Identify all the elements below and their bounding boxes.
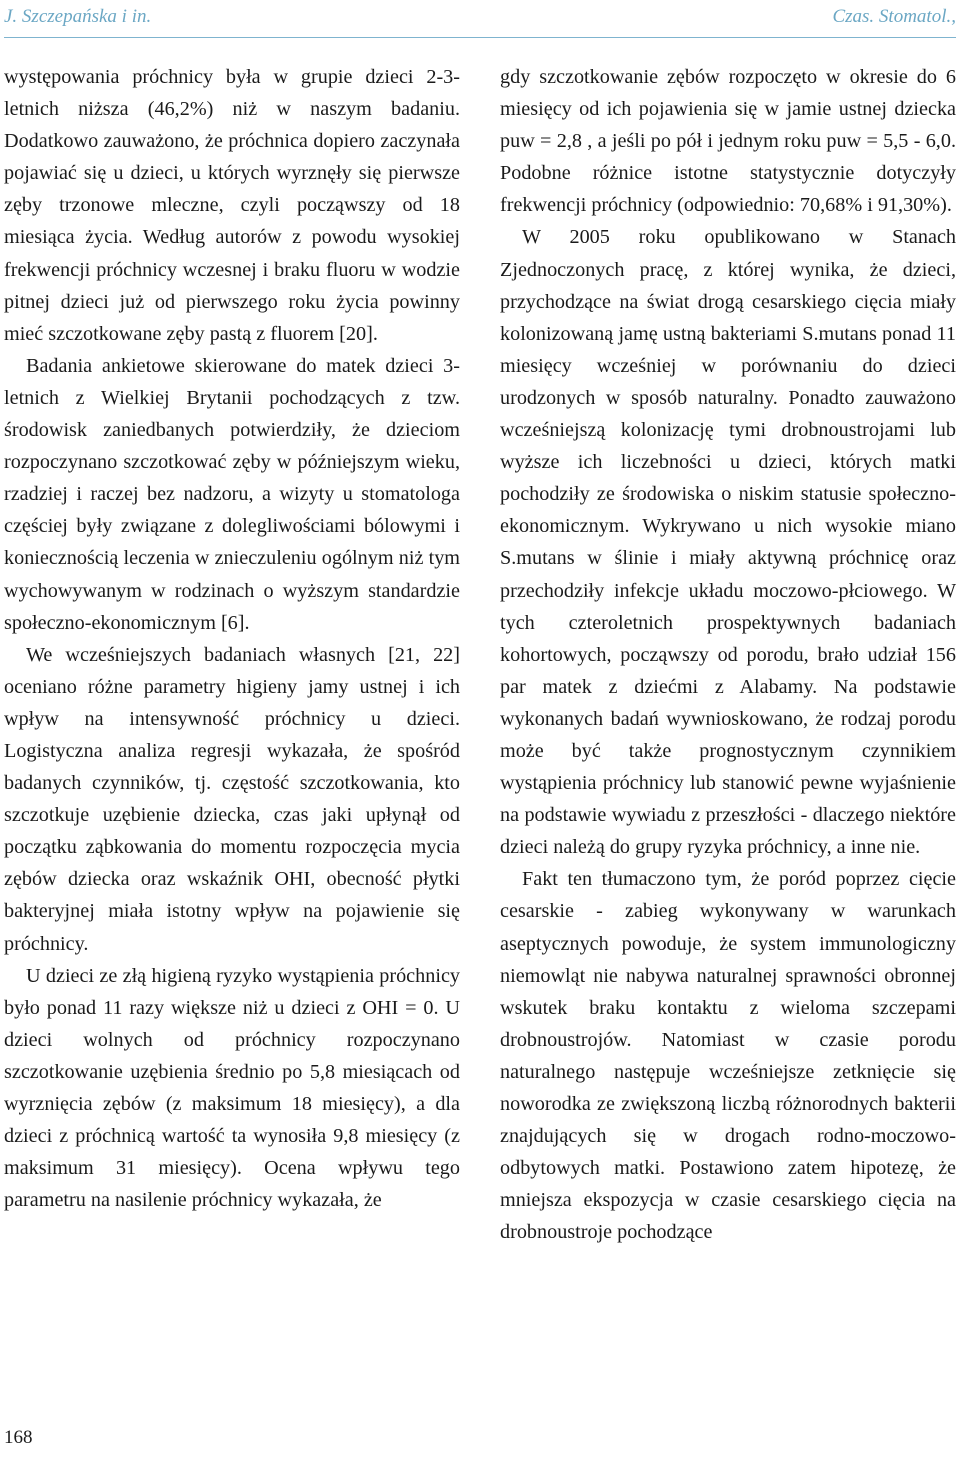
paragraph: występowania próchnicy była w grupie dzieci 2-3-letnich niższa (46,2%) niż w naszym badaniu. Dodatkowo zauważono, że próchnica dopiero zaczynała pojawiać się u dzieci, u których wyrznęły się pierwsze zęby trzonowe mleczne, czyli począwszy od 18 miesiąca życia. Według autorów z powodu wysokiej frekwencji próchnicy wczesnej i braku fluoru w wodzie pitnej dzieci już od pierwszego roku życia powinny mieć szczotkowane zęby pastą z fluorem [20]. xyxy=(4,66,460,345)
paragraph: gdy szczotkowanie zębów rozpoczęto w okresie do 6 miesięcy od ich pojawienia się w jamie ustnej dziecka puw = 2,8 , a jeśli po pół i jednym roku puw = 5,5 - 6,0. Podobne różnice istotne statystycznie dotyczyły frekwencji próchnicy (odpowiednio: 70,68% i 91,30%). xyxy=(500,66,956,217)
paragraph: W 2005 roku opublikowano w Stanach Zjednoczonych pracę, z której wynika, że dzieci, przychodzące na świat drogą cesarskiego cięcia miały kolonizowaną jamę ustną bakteriami S.mutans ponad 11 miesięcy wcześniej w porównaniu do dzieci urodzonych w sposób naturalny. Ponadto zauważono wcześniejszą kolonizację tymi drobnoustrojami lub wyższe ich liczebności u dzieci, których matki pochodziły ze środowiska o niskim statusie społeczno-ekonomicznym. Wykrywano u nich wysokie miano S.mutans w ślinie i miały aktywną próchnicę oraz przechodziły infekcje układu moczowo-płciowego. W tych czteroletnich prospektywnych badaniach kohortowych, począwszy od porodu, brało udział 156 par matek z dziećmi z Alabamy. Na podstawie wykonanych badań wywnioskowano, że rodzaj porodu może być także prognostycznym czynnikiem wystąpienia próchnicy lub stanowić pewne wyjaśnienie na podstawie wywiadu z przeszłości - dlaczego niektóre dzieci należą do grupy ryzyka próchnicy, a inne nie. xyxy=(500,226,956,859)
running-header-authors: J. Szczepańska i in. xyxy=(4,6,152,27)
paragraph: Fakt ten tłumaczono tym, że poród poprzez cięcie cesarskie - zabieg wykonywany w warunkach aseptycznych powoduje, że system immunologiczny niemowląt nie nabywa naturalnej sprawności obronnej wskutek braku kontaktu z wieloma szczepami drobnoustrojów. Natomiast w czasie porodu naturalnego następuje wcześniejsze zetknięcie się noworodka ze zwiększoną liczbą różnorodnych bakterii znajdujących się w drogach rodno-moczowo-odbytowych matki. Postawiono zatem hipotezę, że mniejsza ekspozycja w czasie cesarskiego cięcia na drobnoustroje pochodzące xyxy=(500,868,956,1244)
right-column xyxy=(500,61,956,1248)
running-header-journal: Czas. Stomatol., xyxy=(832,6,956,27)
paragraph: U dzieci ze złą higieną ryzyko wystąpienia próchnicy było ponad 11 razy większe niż u dzieci z OHI = 0. U dzieci wolnych od próchnicy rozpoczynano szczotkowanie uzębienia średnio po 5,8 miesiącach od wyrznięcia zębów (z maksimum 18 miesięcy), a dla dzieci z próchnicą wartość ta wynosiła 9,8 miesięcy (z maksimum 31 miesięcy). Ocena wpływu tego parametru na nasilenie próchnicy wykazała, że xyxy=(4,964,460,1212)
paragraph: Badania ankietowe skierowane do matek dzieci 3-letnich z Wielkiej Brytanii pochodzących z tzw. środowisk zaniedbanych potwierdziły, że dzieciom rozpoczynano szczotkować zęby w późniejszym wieku, rzadziej i raczej bez nadzoru, a wizyty u stomatologa częściej były związane z dolegliwościami bólowymi i koniecznością leczenia w znieczuleniu ogólnym niż tym wychowywanym w rodzinach o wyższym standardzie społeczno-ekonomicznym [6]. xyxy=(4,354,460,634)
header-rule xyxy=(4,37,956,38)
page-number: 168 xyxy=(4,1427,33,1448)
left-column xyxy=(4,61,460,1216)
paragraph: We wcześniejszych badaniach własnych [21, 22] oceniano różne parametry higieny jamy ustnej i ich wpływ na intensywność próchnicy u dzieci. Logistyczna analiza regresji wykazała, że spośród badanych czynników, tj. częstość szczotkowania, kto szczotkuje uzębienie dziecka, czas jaki upłynął od początku ząbkowania do momentu rozpoczęcia mycia zębów dziecka oraz wskaźnik OHI, obecność płytki bakteryjnej miała istotny wpływ na pojawienie się próchnicy. xyxy=(4,643,460,955)
